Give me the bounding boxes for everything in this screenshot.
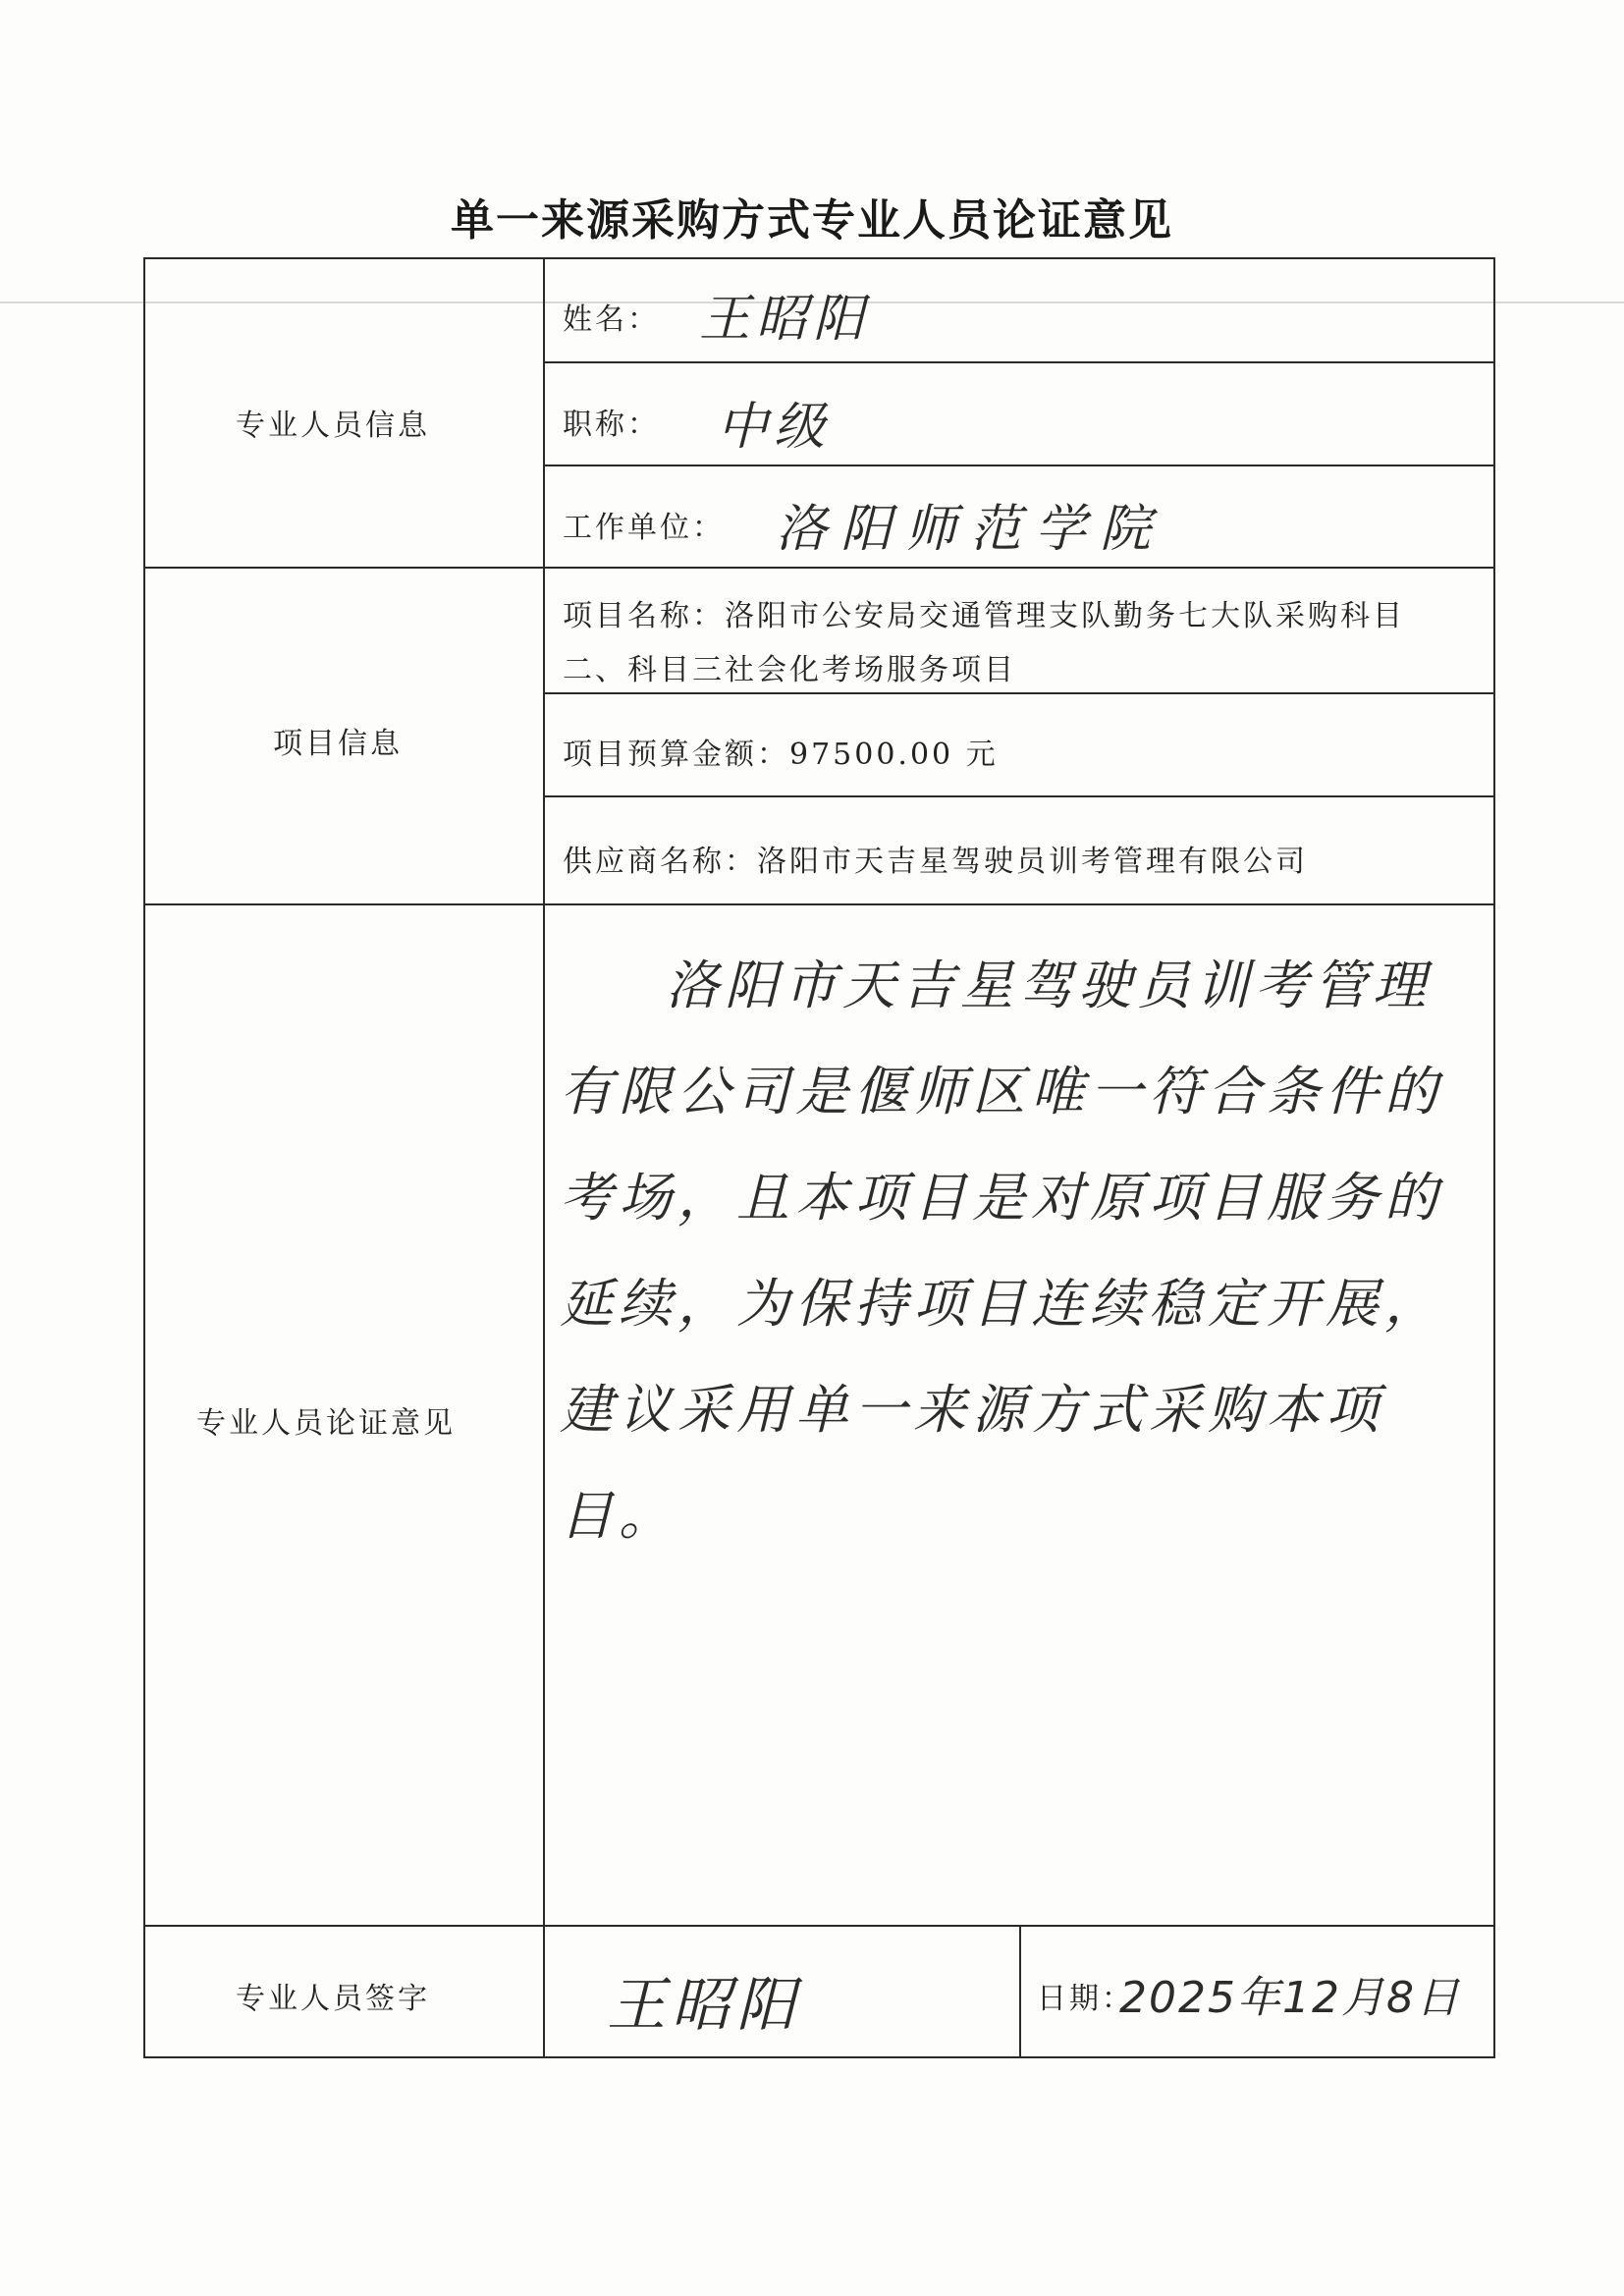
- date-cell-divider: [1019, 1925, 1021, 2058]
- employer-handwritten: 洛阳师范学院: [776, 500, 1165, 559]
- row-divider-name: [543, 361, 1495, 363]
- signature-handwritten: 王昭阳: [607, 1971, 801, 2040]
- table-left-border: [143, 257, 145, 2058]
- row-divider-budget: [543, 795, 1495, 797]
- title-label: 职称：: [563, 408, 660, 442]
- section-divider-project: [143, 567, 1495, 569]
- section-divider-opinion: [143, 903, 1495, 905]
- project-name-line-1: 项目名称：洛阳市公安局交通管理支队勤务七大队采购科目: [563, 599, 1405, 633]
- section-label-signature: 专业人员签字: [236, 1982, 430, 2016]
- section-divider-signature: [143, 1925, 1495, 1927]
- date-handwritten: 2025年12月8日: [1119, 1973, 1461, 2023]
- section-label-project-info: 项目信息: [273, 727, 403, 761]
- supplier-name: 供应商名称：洛阳市天吉星驾驶员训考管理有限公司: [563, 845, 1308, 879]
- project-budget: 项目预算金额：97500.00 元: [563, 738, 999, 772]
- project-name-line-2: 二、科目三社会化考场服务项目: [563, 653, 1016, 687]
- table-bottom-border: [143, 2056, 1495, 2058]
- section-label-professional-info: 专业人员信息: [236, 409, 430, 443]
- name-handwritten: 王昭阳: [699, 290, 871, 349]
- employer-label: 工作单位：: [563, 511, 725, 545]
- table-top-border: [143, 257, 1495, 259]
- document-title: 单一来源采购方式专业人员论证意见: [451, 195, 1173, 246]
- opinion-handwritten-text: 洛阳市天吉星驾驶员训考管理有限公司是偃师区唯一符合条件的考场，且本项目是对原项目服务的延续，为保持项目连续稳定开展，建议采用单一来源方式采购本项目。: [560, 955, 1443, 1547]
- row-divider-title: [543, 465, 1495, 466]
- label-column-divider: [543, 257, 545, 2058]
- date-label: 日期：: [1037, 1982, 1134, 2016]
- section-label-opinion: 专业人员论证意见: [196, 1406, 456, 1441]
- row-divider-project-name: [543, 692, 1495, 694]
- name-label: 姓名：: [563, 302, 660, 337]
- title-handwritten: 中级: [717, 398, 832, 457]
- table-right-border: [1493, 257, 1495, 2058]
